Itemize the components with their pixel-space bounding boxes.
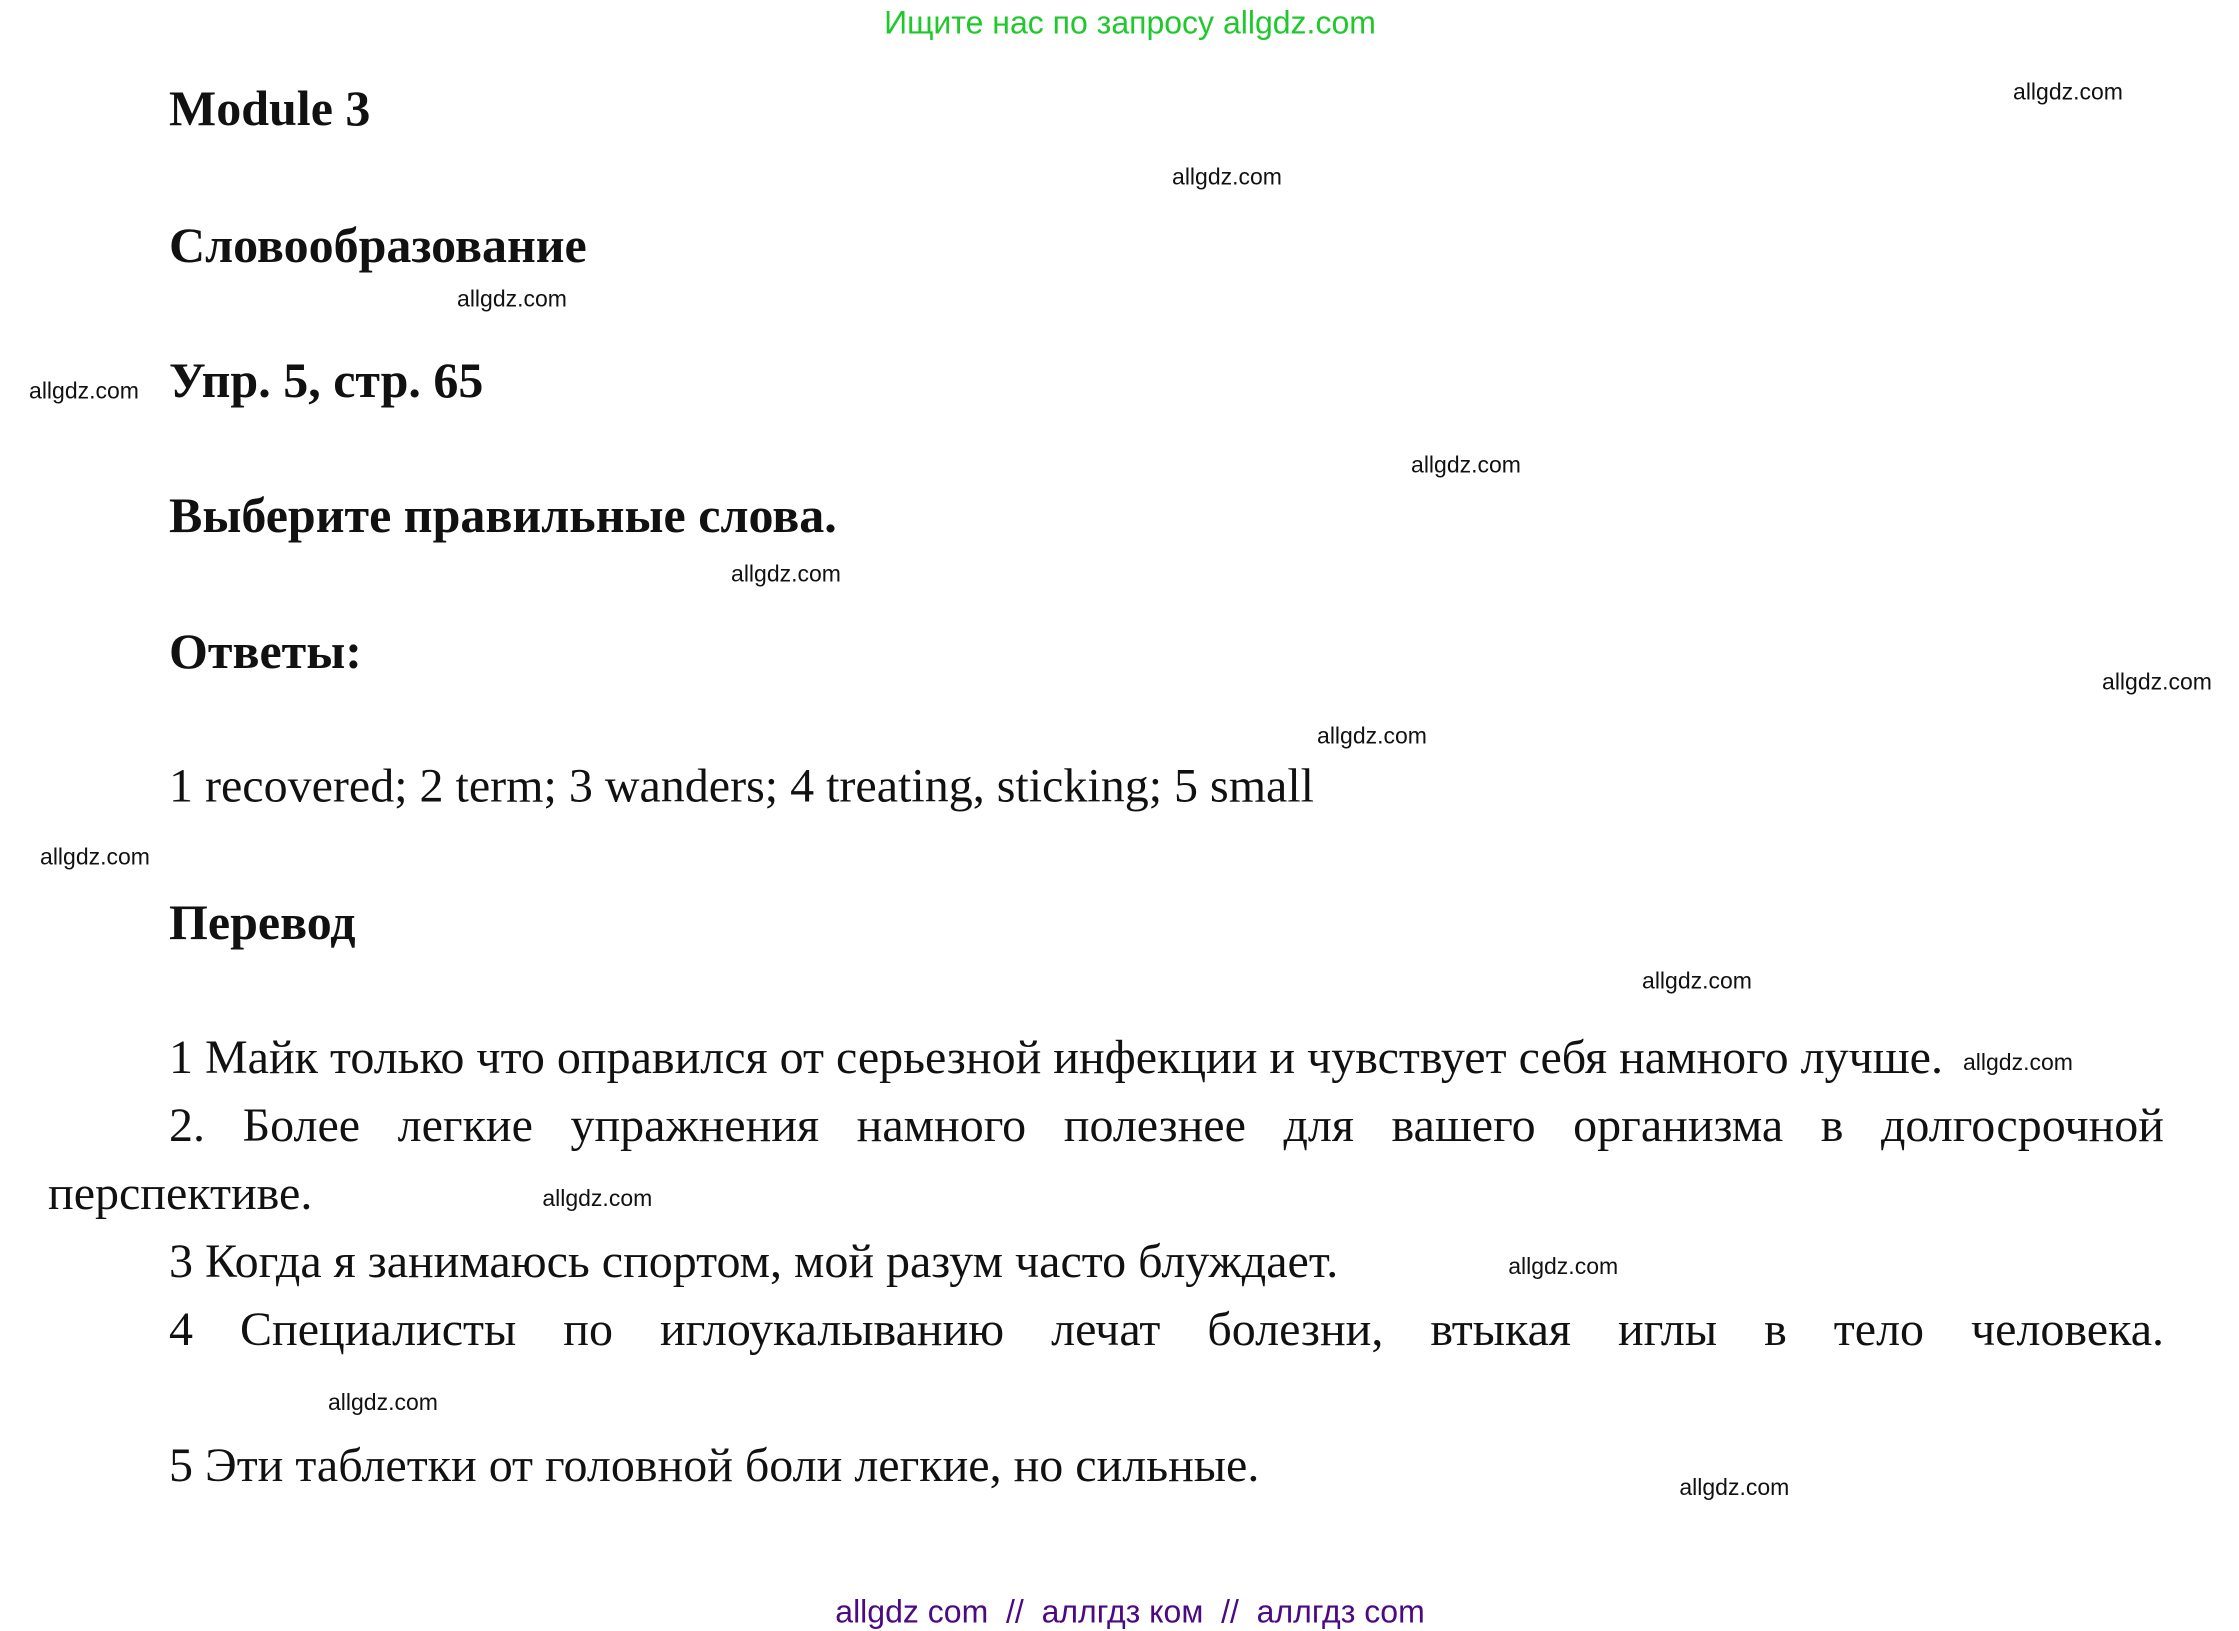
translation-paragraph: [48, 1024, 2164, 1092]
translation-item: 5 Эти таблетки от головной боли легкие, но сильные.: [169, 1439, 1260, 1492]
translation-item: 4 Специалисты по иглоукалыванию лечат болезни, втыкая иглы в тело человека.: [169, 1303, 2164, 1356]
answers-text: 1 recovered; 2 term; 3 wanders; 4 treating, sticking; 5 small: [169, 759, 1315, 813]
translation-paragraph: [48, 1296, 2164, 1432]
translation-body: [48, 1024, 2164, 1502]
watermark: allgdz.com: [2013, 78, 2123, 105]
watermark: allgdz.com: [1679, 1474, 1790, 1500]
translation-paragraph: [48, 1092, 2164, 1228]
answers-heading: Ответы:: [169, 623, 362, 679]
watermark: allgdz.com: [1172, 163, 1282, 190]
watermark: allgdz.com: [328, 1388, 438, 1415]
translation-item: 2. Более легкие упражнения намного полезнее для вашего организма в долгосрочной перспективе.: [48, 1099, 2164, 1220]
watermark: allgdz.com: [1411, 451, 1521, 478]
exercise-heading: Упр. 5, стр. 65: [169, 352, 484, 408]
module-heading: Module 3: [169, 80, 371, 136]
translation-item: 1 Майк только что оправился от серьезной инфекции и чувствует себя намного лучше.: [169, 1031, 1943, 1084]
watermark: allgdz.com: [731, 560, 841, 587]
watermark: allgdz.com: [457, 285, 567, 312]
translation-item: 3 Когда я занимаюсь спортом, мой разум часто блуждает.: [169, 1235, 1339, 1288]
watermark: allgdz.com: [1962, 1048, 2073, 1075]
watermark: allgdz.com: [1642, 967, 1752, 994]
translation-paragraph: [48, 1432, 2164, 1502]
watermark: allgdz.com: [1508, 1252, 1619, 1279]
footer-links: allgdz com // аллгдз ком // аллгдз com: [835, 1593, 1425, 1630]
watermark: allgdz.com: [1317, 722, 1427, 749]
search-banner: Ищите нас по запросу allgdz.com: [884, 4, 1376, 41]
topic-heading: Словообразование: [169, 217, 587, 273]
task-heading: Выберите правильные слова.: [169, 487, 837, 543]
watermark: allgdz.com: [542, 1184, 653, 1211]
watermark: allgdz.com: [2102, 668, 2212, 695]
translation-paragraph: [48, 1228, 2164, 1296]
translation-heading: Перевод: [169, 894, 356, 950]
watermark: allgdz.com: [40, 843, 150, 870]
watermark: allgdz.com: [29, 377, 139, 404]
